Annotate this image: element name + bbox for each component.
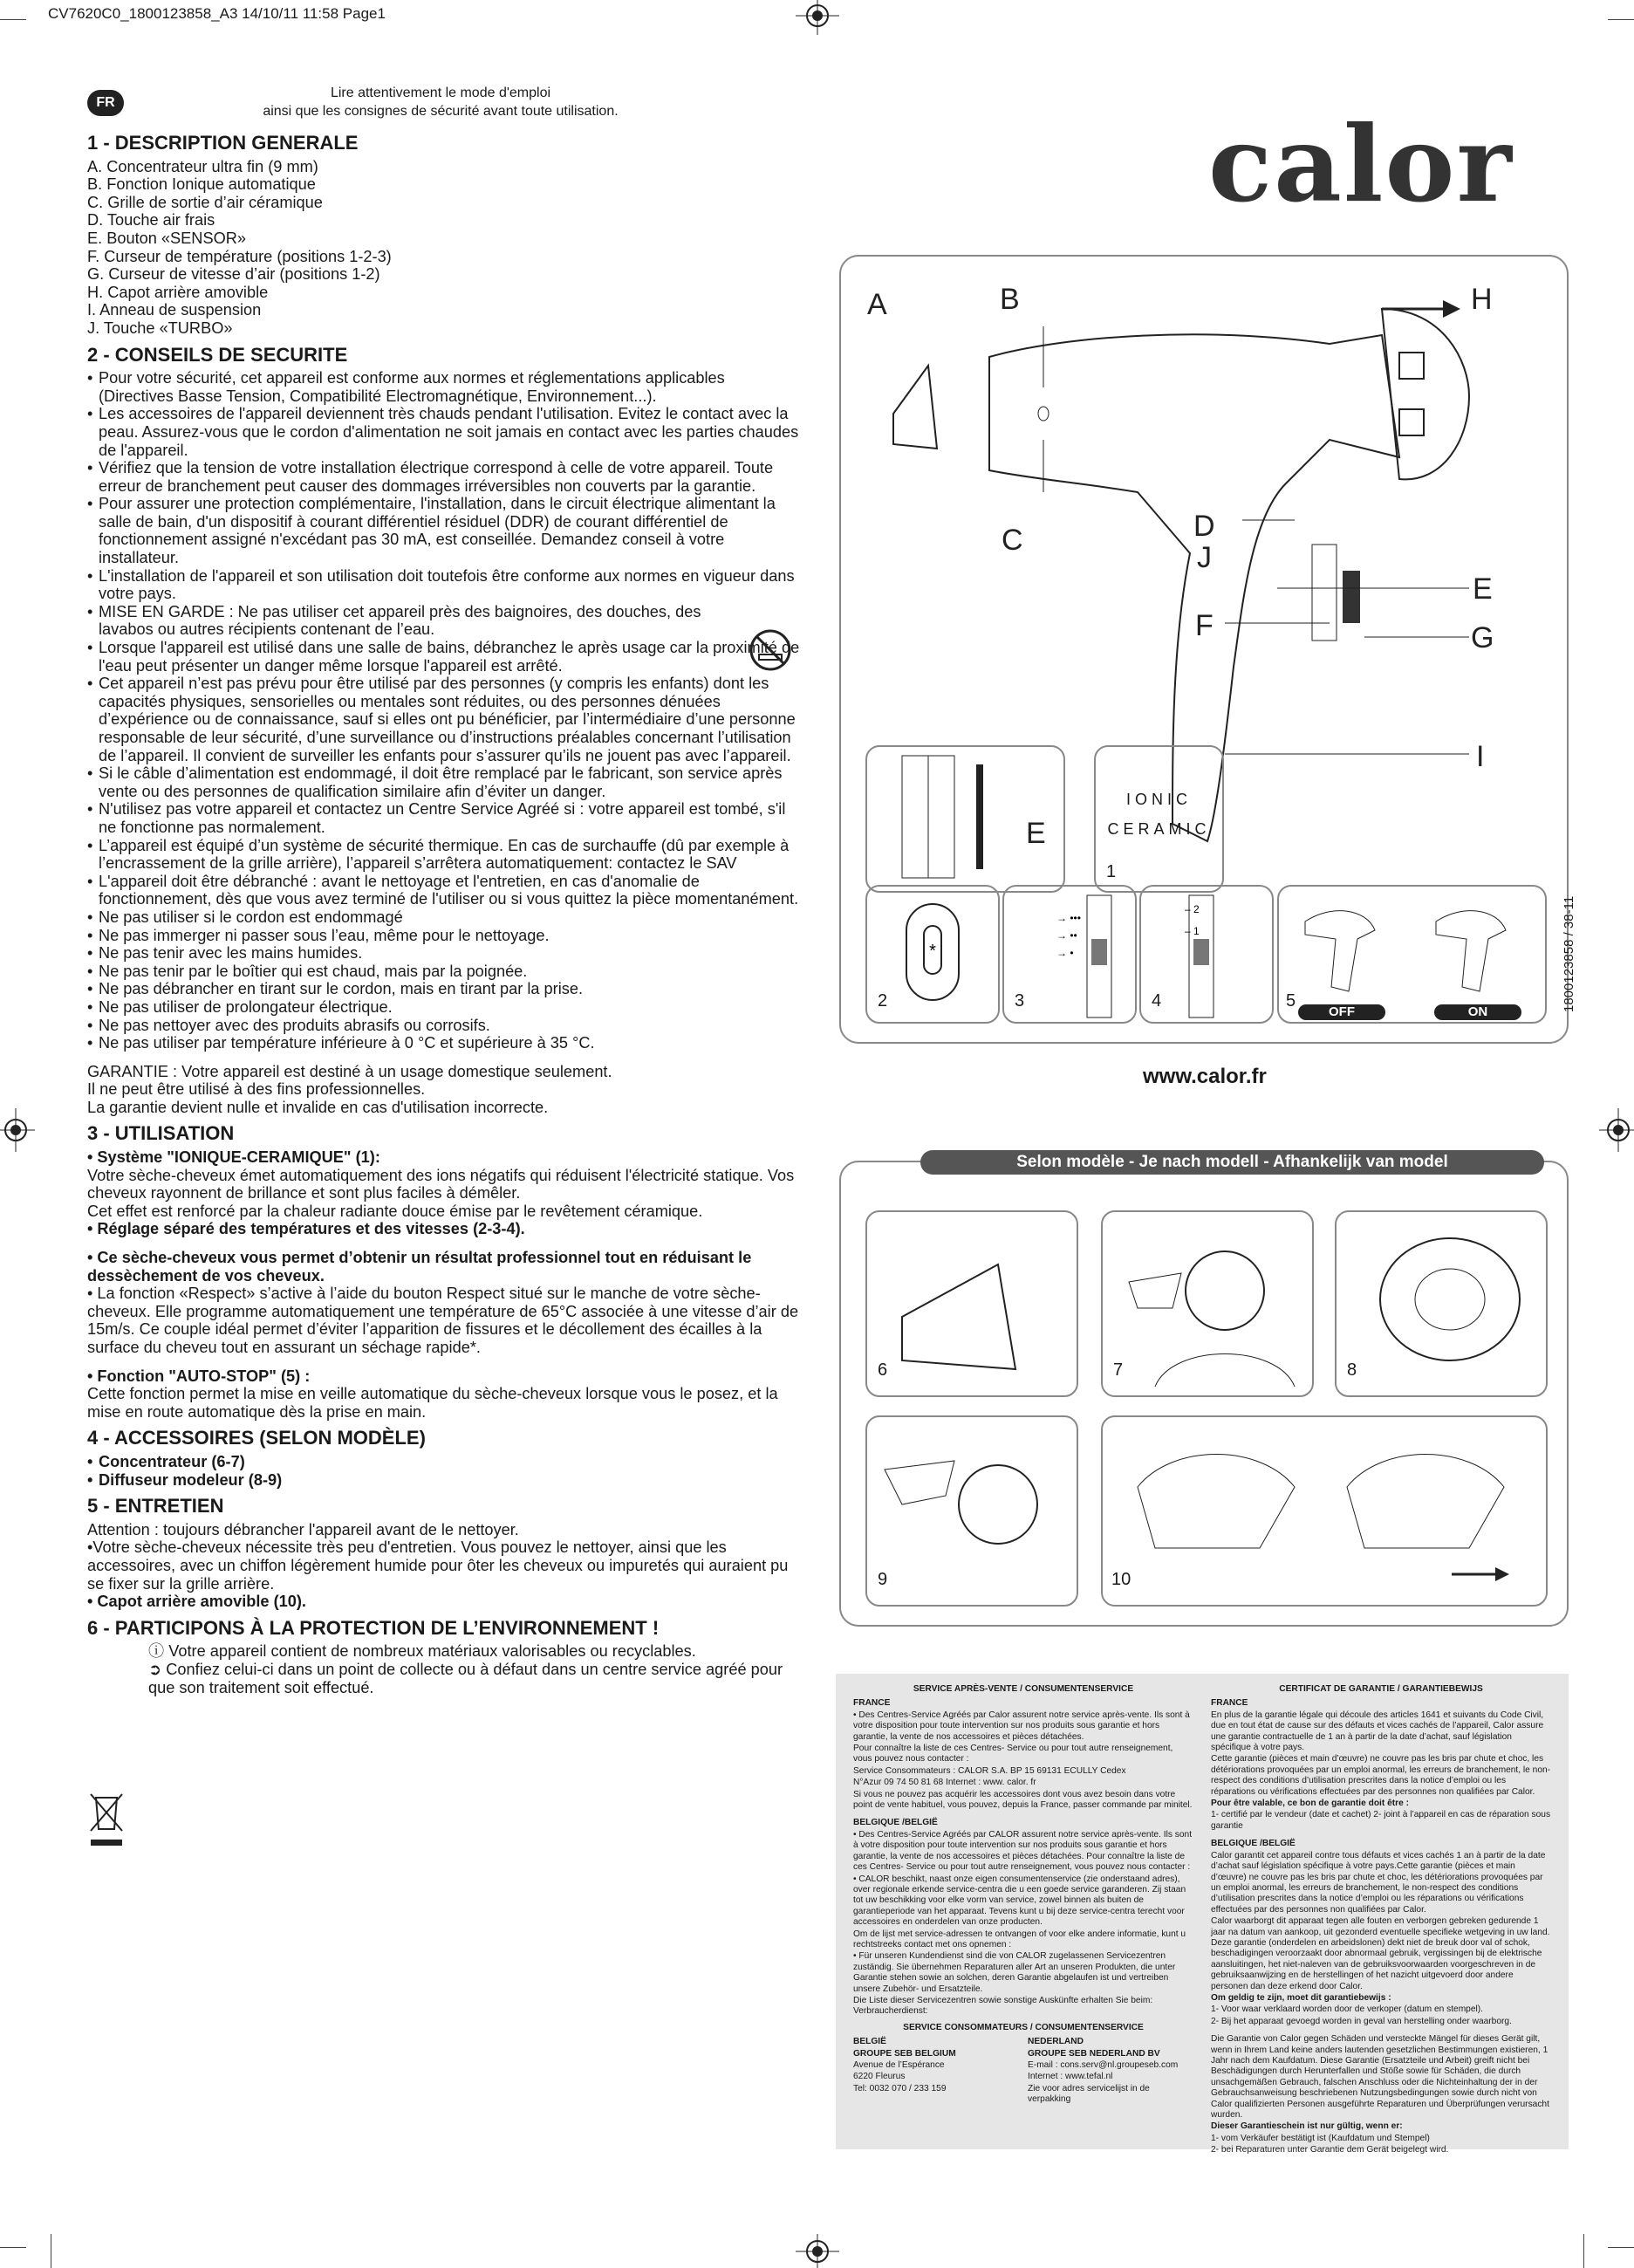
safety-item: • Pour assurer une protection complémentaire, l'installation, dans le circuit électrique alimentant la salle de bain, d'un dispositif à courant différentiel résiduel (DDR) de courant différentiel de fonctionnement assigné n'excédant pas 30 mA, est conseillée. Demandez conseil à votre installateur. xyxy=(87,495,803,566)
left-column xyxy=(87,131,803,1696)
figure-number: 10 xyxy=(1111,1570,1131,1589)
guarantee-line: 1- Voor waar verklaard worden door de verkoper (datum en stempel). xyxy=(1211,2004,1484,2015)
label-h: H xyxy=(1471,283,1493,316)
accessories-list xyxy=(87,1453,803,1489)
figure-number: 1 xyxy=(1106,862,1117,881)
diffuser-illustration xyxy=(1337,1212,1546,1395)
address-line: Zie voor adres servicelijst in de verpakking xyxy=(1028,2083,1150,2105)
safety-item: • Ne pas immerger ni passer sous l’eau, même pour le nettoyage. xyxy=(87,927,803,945)
fig-6 xyxy=(865,1210,1078,1397)
figure-number: 9 xyxy=(878,1570,888,1589)
service-line: • Des Centres-Service Agréés par Calor assurent notre service après-vente. Ils sont à votre disposition pour toute intervention sur nos produits sous garantie et hors garantie, la vente de nos accessoires et pièces détachées. xyxy=(853,1710,1190,1742)
intro-text xyxy=(236,84,646,120)
label-d: D xyxy=(1193,510,1215,543)
address-line: Internet : www.tefal.nl xyxy=(1028,2072,1113,2082)
guarantee-line: 2- bei Reparaturen unter Garantie dem Gerät beigelegt wird. xyxy=(1211,2145,1449,2155)
service-line: • Des Centres-Service Agréés par CALOR assurent notre service après-vente. Ils sont à votre disposition pour toute intervention sur nos produits sous garantie et hors garantie, la vente de nos accessoires et pièces détachées. Pour connaître la liste de ces Centres- Service ou pour tout autre renseignement, vous pouvez nous contacter : xyxy=(853,1829,1193,1873)
label-g: G xyxy=(1471,621,1494,654)
usage-heading: • Système "IONIQUE-CERAMIQUE" (1): xyxy=(87,1148,380,1167)
guarantee-line: BELGIQUE /BELGIË xyxy=(1211,1839,1296,1849)
guarantee-column xyxy=(1211,1684,1551,2157)
inset-ionic xyxy=(1094,745,1224,893)
intro-line: Lire attentivement le mode d'emploi xyxy=(330,86,551,100)
rear-cap-removal-illustration xyxy=(1103,1417,1546,1605)
section-title: 1 - DESCRIPTION GENERALE xyxy=(87,132,359,154)
description-item: B. Fonction Ionique automatique xyxy=(87,175,316,194)
safety-item: • L'installation de l'appareil et son utilisation doit toutefois être conforme aux normes en vigueur dans votre pays. xyxy=(87,567,803,603)
accessories-panel xyxy=(839,1161,1569,1627)
figure-number: 5 xyxy=(1286,991,1296,1011)
accessory-item: • Concentrateur (6-7) xyxy=(87,1453,803,1471)
service-line: • Für unseren Kundendienst sind die von CALOR zugelassenen Servicezentren zuständig. Sie übernehmen Reparaturen aller Art an unseren Produkten, die unter Garantie stehen sowie an solchen, deren Garantie abgelaufen ist und vertreiben unsere Zubehör- und Ersatzteile. xyxy=(853,1951,1176,1994)
address-line: NEDERLAND xyxy=(1028,2037,1084,2047)
service-line: Si vous ne pouvez pas acquérir les accessoires dont vous avez besoin dans votre point de vente habituel, vous pouvez, depuis la France, passer commande par minitel. xyxy=(853,1789,1193,1811)
label-e: E xyxy=(1473,572,1493,606)
usage-paragraph: • La fonction «Respect» s’active à l’aide du bouton Respect situé sur le manche de votre sèche-cheveux. Elle programme automatiquement une température de 65°C associée à une vitesse d’air de 15m/s. Ce couple idéal permet d’éviter l’apparition de fissures et le décollement des écailles à la surface du cheveu tout en assurant un séchage rapide*. xyxy=(87,1285,799,1356)
service-line: Service Consommateurs : CALOR S.A. BP 15 69131 ECULLY Cedex xyxy=(853,1765,1126,1776)
figure-number: 2 xyxy=(878,991,888,1011)
off-badge: OFF xyxy=(1298,1004,1385,1020)
description-item: F. Curseur de température (positions 1-2-3) xyxy=(87,247,392,265)
description-item: E. Bouton «SENSOR» xyxy=(87,229,246,247)
description-item: C. Grille de sortie d’air céramique xyxy=(87,193,323,211)
guarantee-line: En plus de la garantie légale qui découle des articles 1641 et suivants du Code Civil, due en tout état de cause sur des défauts et vices cachés de l’appareil, Calor assure une garantie contractuelle de 1 an à partir de la date d’achat, sauf législation spécifique à votre pays. xyxy=(1211,1710,1544,1753)
garantie-line: GARANTIE : Votre appareil est destiné à un usage domestique seulement. xyxy=(87,1062,612,1080)
figure-number: 8 xyxy=(1347,1360,1357,1380)
service-line: Pour connaître la liste de ces Centres- Service ou pour tout autre renseignement, vous pouvez nous contacter : xyxy=(853,1744,1173,1764)
section-title: 6 - PARTICIPONS À LA PROTECTION DE L’ENVIRONNEMENT ! xyxy=(87,1616,660,1639)
description-item: G. Curseur de vitesse d’air (positions 1-2) xyxy=(87,265,380,284)
registration-mark-icon xyxy=(1599,1108,1634,1152)
safety-item: • Les accessoires de l'appareil deviennent très chauds pendant l'utilisation. Evitez le contact avec la peau. Assurez-vous que le cordon d'alimentation ne soit jamais en contact avec les parties chaudes de l'appareil. xyxy=(87,405,803,459)
safety-item: • Ne pas utiliser si le cordon est endommagé xyxy=(87,908,803,927)
svg-text:→ ••: → •• xyxy=(1056,929,1077,942)
guarantee-line: 2- Bij het apparaat gevoegd worden in geval van herstelling onder waarborg. xyxy=(1211,2016,1512,2026)
safety-item: • L'appareil doit être débranché : avant le nettoyage et l'entretien, en cas d'anomalie de fonctionnement, dès que vous avez terminé de l'utiliser ou si vous quittez la pièce momentanément. xyxy=(87,873,803,908)
safety-item: • Pour votre sécurité, cet appareil est conforme aux normes et réglementations applicables (Directives Basse Tension, Compatibilité Electromagnétique, Environnement...). xyxy=(87,369,803,405)
ceramic-label: CERAMIC xyxy=(1107,820,1211,838)
usage-paragraph: Votre sèche-cheveux émet automatiquement des ions négatifs qui réduisent l'électricité statique. Vos cheveux rayonnent de brillance et sont plus faciles à démêler. xyxy=(87,1166,795,1203)
safety-item: • N'utilisez pas votre appareil et contactez un Centre Service Agréé si : votre appareil est tombé, s'il ne fonctionne pas normalement. xyxy=(87,800,803,836)
auto-stop-illustration xyxy=(1279,887,1545,1022)
recycle-bin-crossed-icon xyxy=(87,1789,126,1850)
maintenance-paragraph: Attention : toujours débrancher l'appareil avant de le nettoyer. xyxy=(87,1520,519,1538)
usage-heading: • Ce sèche-cheveux vous permet d’obtenir un résultat professionnel tout en réduisant le dessèchement de vos cheveux. xyxy=(87,1249,752,1285)
safety-item: • Vérifiez que la tension de votre installation électrique correspond à celle de votre appareil. Toute erreur de branchement peut causer des dommages irréversibles non couverts par la garantie. xyxy=(87,459,803,495)
on-badge: ON xyxy=(1434,1004,1521,1020)
section-title: 5 - ENTRETIEN xyxy=(87,1495,224,1518)
guarantee-line: Pour être valable, ce bon de garantie doit être : xyxy=(1211,1799,1410,1809)
guarantee-line: FRANCE xyxy=(1211,1698,1248,1709)
svg-text:→ •: → • xyxy=(1056,947,1074,959)
inset-3 xyxy=(1002,885,1137,1024)
service-line: BELGIQUE /BELGIË xyxy=(853,1818,938,1828)
description-item: A. Concentrateur ultra fin (9 mm) xyxy=(87,157,318,175)
ionic-label: IONIC xyxy=(1125,791,1192,808)
address-line: BELGIË xyxy=(853,2037,886,2047)
no-bath-warning-icon xyxy=(749,628,792,672)
maintenance-paragraph: • Capot arrière amovible (10). xyxy=(87,1593,306,1611)
guarantee-line: Calor garantit cet appareil contre tous défauts et vices cachés 1 an à partir de la date d’achat sauf législation spécifique à votre pays.Cette garantie (pièces et main d’œuvre) ne couvre pas les bris par chute et choc, les détériorations provoquées par un emploi anormal, les erreurs de branchement, le non-respect des conditions d’utilisation prescrites dans la notice d’emploi ou les réparations ou vérifications effectuées par des personnes non qualifiées par Calor. xyxy=(1211,1850,1546,1915)
guarantee-line: 1- vom Verkäufer bestätigt ist (Kaufdatum und Stempel) xyxy=(1211,2133,1430,2143)
service-line: • CALOR beschikt, naast onze eigen consumentenservice (zie onderstaand adres), over regionale erkende service-centra die u een goede service garanderen. Zij staan tot uw beschikking voor elke vorm van service, zowel binnen als buiten de garantieperiode van het apparaat. Tevens kunt u bij deze service-centra terecht voor accessoires en onderdelen van onze producten. xyxy=(853,1874,1186,1928)
service-line: FRANCE xyxy=(853,1698,891,1709)
description-item: H. Capot arrière amovible xyxy=(87,283,269,301)
service-title: SERVICE CONSOMMATEURS / CONSUMENTENSERVICE xyxy=(903,2022,1144,2032)
label-c: C xyxy=(1002,524,1023,557)
service-title: SERVICE APRÈS-VENTE / CONSUMENTENSERVICE xyxy=(913,1684,1134,1694)
service-line: Die Liste dieser Servicezentren sowie sonstige Auskünfte erhalten Sie beim: Verbraucherdienst: xyxy=(853,1995,1153,2017)
usage-paragraph: Cet effet est renforcé par la chaleur radiante douce émise par le revêtement céramique. xyxy=(87,1202,703,1220)
maintenance-paragraph: •Votre sèche-cheveux nécessite très peu d'entretien. Vous pouvez le nettoyer, ainsi que les accessoires, avec un chiffon légèrement humide pour ôter les cheveux ou impuretés qui auraient pu se fixer sur la grille arrière. xyxy=(87,1538,789,1593)
belgium-address xyxy=(853,2037,1010,2106)
safety-item: • Ne pas nettoyer avec des produits abrasifs ou corrosifs. xyxy=(87,1017,803,1035)
safety-item: • Lorsque l'appareil est utilisé dans une salle de bains, débranchez le après usage car la proximité de l'eau peut présenter un danger même lorsque l'appareil est arrêté. xyxy=(87,639,803,675)
address-line: GROUPE SEB BELGIUM xyxy=(853,2048,956,2059)
address-line: Avenue de l’Espérance xyxy=(853,2060,945,2070)
styling-with-concentrator-illustration xyxy=(1103,1212,1312,1395)
usage-heading: • Fonction "AUTO-STOP" (5) : xyxy=(87,1367,311,1385)
environment-item: ➲ Confiez celui-ci dans un point de collecte ou à défaut dans un centre service agréé pour que son traitement soit effectué. xyxy=(148,1660,783,1696)
description-item: I. Anneau de suspension xyxy=(87,301,262,319)
calor-logo: calor xyxy=(1208,103,1514,226)
safety-item: • Ne pas tenir par le boîtier qui est chaud, mais par la poignée. xyxy=(87,963,803,981)
fig-8 xyxy=(1335,1210,1548,1397)
section-title: 3 - UTILISATION xyxy=(87,1122,235,1145)
netherlands-address xyxy=(1028,2037,1193,2106)
inset-5 xyxy=(1277,885,1547,1024)
service-line: Om de lijst met service-adressen te ontvangen of voor elke andere informatie, kunt u rechtstreeks contact met ons opnemen : xyxy=(853,1929,1186,1949)
fig-10 xyxy=(1101,1415,1548,1607)
svg-text:– 1: – 1 xyxy=(1185,925,1200,937)
description-item: D. Touche air frais xyxy=(87,211,215,230)
label-b: B xyxy=(1000,283,1020,316)
concentrator-illustration xyxy=(867,1212,1077,1395)
registration-mark-icon xyxy=(0,1108,35,1152)
safety-item: • Cet appareil n’est pas prévu pour être utilisé par des personnes (y compris les enfants) dont les capacités physiques, sensorielles ou mentales sont réduites, ou des personnes dénuées d’expérience ou de connaissance, sauf si elles ont pu bénéficier, par l’intermédiaire d’une personne responsable de leur sécurité, d’une surveillance ou d’instructions préalables concernant l’utilisation de l’appareil. Il convient de surveiller les enfants pour s’assurer qu’ils ne jouent pas avec l’appareil. xyxy=(87,675,803,764)
safety-item: • Ne pas utiliser par température inférieure à 0 °C et supérieure à 35 °C. xyxy=(87,1034,803,1052)
service-line: N°Azur 09 74 50 81 68 Internet : www. calor. fr xyxy=(853,1778,1036,1788)
environment-item: ⓘ Votre appareil contient de nombreux matériaux valorisables ou recyclables. xyxy=(148,1642,696,1661)
usage-heading: • Réglage séparé des températures et des vitesses (2-3-4). xyxy=(87,1220,525,1238)
guarantee-line: 1- certifié par le vendeur (date et cachet) 2- joint à l’appareil en cas de réparation sous garantie xyxy=(1211,1810,1551,1831)
guarantee-title: CERTIFICAT DE GARANTIE / GARANTIEBEWIJS xyxy=(1279,1684,1483,1694)
garantie-line: Il ne peut être utilisé à des fins professionnelles. xyxy=(87,1080,426,1099)
svg-text:→ •••: → ••• xyxy=(1056,912,1081,924)
product-diagram-panel xyxy=(839,255,1569,1044)
safety-list xyxy=(87,369,803,1052)
styling-with-diffuser-illustration xyxy=(867,1417,1077,1605)
inset-sensor xyxy=(865,745,1065,893)
figure-number: 6 xyxy=(878,1360,888,1380)
address-line: GROUPE SEB NEDERLAND BV xyxy=(1028,2048,1160,2059)
figure-number: 4 xyxy=(1152,991,1162,1011)
safety-item: • Si le câble d’alimentation est endommagé, il doit être remplacé par le fabricant, son service après vente ou des personnes de qualification similaire afin d’éviter un danger. xyxy=(87,764,803,800)
fig-9 xyxy=(865,1415,1078,1607)
garantie-line: La garantie devient nulle et invalide en cas d'utilisation incorrecte. xyxy=(87,1098,549,1116)
intro-line: ainsi que les consignes de sécurité avant toute utilisation. xyxy=(263,104,619,119)
description-list xyxy=(87,158,803,338)
figure-number: 3 xyxy=(1015,991,1025,1011)
svg-text:*: * xyxy=(929,942,936,961)
inset-label-e: E xyxy=(1026,817,1046,850)
guarantee-line: Dieser Garantieschein ist nur gültig, wenn er: xyxy=(1211,2121,1403,2132)
print-header: CV7620C0_1800123858_A3 14/10/11 11:58 Page1 xyxy=(48,5,386,22)
guarantee-box xyxy=(836,1674,1569,2155)
section-title: 2 - CONSEILS DE SECURITE xyxy=(87,343,348,366)
website-url: www.calor.fr xyxy=(1143,1065,1267,1088)
safety-item: • MISE EN GARDE : Ne pas utiliser cet appareil près des baignoires, des douches, des lavabos ou autres récipients contenant de l’eau. xyxy=(87,603,803,639)
language-badge: FR xyxy=(87,90,124,116)
safety-item: • Ne pas utiliser de prolongateur électrique. xyxy=(87,998,803,1017)
safety-item: • Ne pas débrancher en tirant sur le cordon, mais en tirant par la prise. xyxy=(87,980,803,998)
accessory-item: • Diffuseur modeleur (8-9) xyxy=(87,1471,803,1490)
guarantee-line: Om geldig te zijn, moet dit garantiebewijs : xyxy=(1211,1992,1391,2003)
inset-4 xyxy=(1139,885,1274,1024)
fig-7 xyxy=(1101,1210,1314,1397)
registration-mark-icon xyxy=(796,0,839,35)
registration-mark-icon xyxy=(796,2234,839,2268)
address-line: 6220 Fleurus xyxy=(853,2072,906,2082)
label-i: I xyxy=(1476,740,1485,773)
section-title: 4 - ACCESSOIRES (SELON MODÈLE) xyxy=(87,1427,426,1449)
guarantee-line: Calor waarborgt dit apparaat tegen alle fouten en verborgen gebreken gedurende 1 jaar na datum van aankoop, uit gezonderd eventuelle specifieke wetgeving in uw land. Deze garantie (onderdelen en arbeidslonen) dekt niet de breuk door val of schok, beschadigingen veroorzaakt door abnormaal gebruik, vergissingen bij de elektrische aansluitingen, het niet-naleven van de gebruiksvoorwaarden voorgeschreven in de gebruiksaanwijzing en de herstellingen of het nazicht uitgevoerd door andere personen dan deze erkend door Calor. xyxy=(1211,1916,1550,1991)
label-f: F xyxy=(1195,609,1214,642)
inset-2 xyxy=(865,885,1000,1024)
address-line: E-mail : cons.serv@nl.groupeseb.com xyxy=(1028,2060,1179,2070)
model-variant-bar: Selon modèle - Je nach modell - Afhankelijk van model xyxy=(920,1150,1544,1175)
address-line: Tel: 0032 070 / 233 159 xyxy=(853,2083,947,2093)
safety-item: • Ne pas tenir avec les mains humides. xyxy=(87,944,803,963)
service-column xyxy=(853,1684,1193,2107)
svg-text:– 2: – 2 xyxy=(1185,903,1200,915)
figure-number: 7 xyxy=(1113,1360,1124,1380)
description-item: J. Touche «TURBO» xyxy=(87,319,233,337)
guarantee-line: Cette garantie (pièces et main d’œuvre) ne couvre pas les bris par chute et choc, les détériorations provoquées par un emploi anormal, les erreurs de branchement, le non-respect des conditions d’utilisation prescrites dans la notice d’emploi ou les réparations ou vérifications effectuées par des personnes non qualifiées par Calor. xyxy=(1211,1754,1551,1797)
safety-item: • L’appareil est équipé d’un système de sécurité thermique. En cas de surchauffe (dû par exemple à l’encrassement de la grille arrière), l’appareil s’arrêtera automatiquement: contactez le SAV xyxy=(87,837,803,873)
guarantee-line: Die Garantie von Calor gegen Schäden und versteckte Mängel für dieses Gerät gilt, wenn in Ihrem Land keine anders lautenden gesetzlichen Bestimmungen existieren, 1 Jahr nach dem Kaufdatum. Diese Garantie (Ersatzteile und Arbeit) greift nicht bei Beschädigungen durch Herunterfallen und Stöße sowie für Schäden, die durch unsachgemäßen Gebrauch, falschen Anschluss oder die Nichteinhaltung der in der Gebrauchsanweisung beschriebenen Nutzungsbedingungen sowie durch nicht von Calor qualifizierten Personen ausgeführte Reparaturen und Überprüfungen verursacht wurden. xyxy=(1211,2034,1549,2121)
product-code: 1800123858 / 38-11 xyxy=(1562,895,1576,1012)
usage-paragraph: Cette fonction permet la mise en veille automatique du sèche-cheveux lorsque vous le posez, et la mise en route automatique dès la prise en main. xyxy=(87,1385,778,1421)
label-j: J xyxy=(1197,541,1212,574)
label-a: A xyxy=(867,288,887,321)
